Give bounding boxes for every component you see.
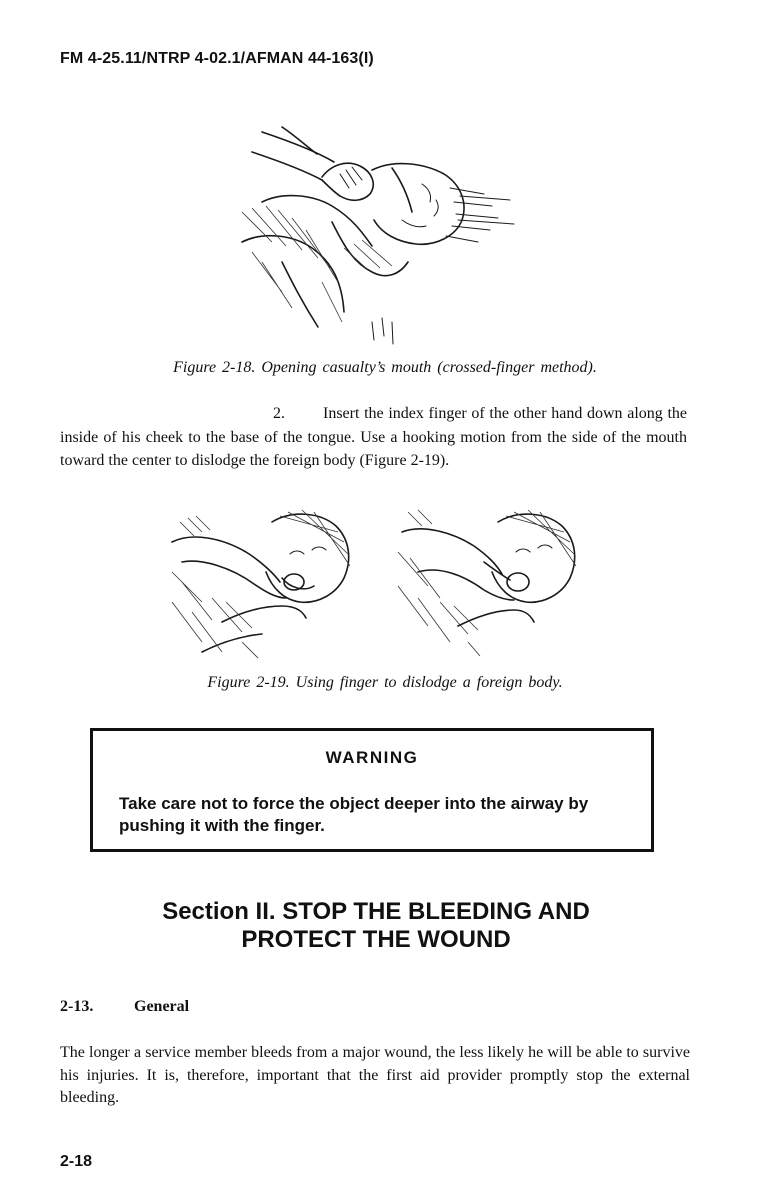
section-title-line-1: Section II. STOP THE BLEEDING AND	[162, 898, 590, 925]
step-2-paragraph	[60, 402, 687, 473]
running-header: FM 4-25.11/NTRP 4-02.1/AFMAN 44-163(I)	[60, 50, 374, 67]
paragraph-body: The longer a service member bleeds from a major wound, the less likely he will be able to survive his injuries. It is, therefore, important that the first aid provider promptly stop the external bleeding.	[60, 1044, 690, 1106]
paragraph-heading-text: General	[134, 998, 190, 1015]
paragraph-heading	[60, 998, 189, 1016]
warning-text: Take care not to force the object deeper into the airway by pushing it with the finger.	[119, 794, 589, 835]
paragraph-number: 2-13.	[60, 998, 94, 1015]
figure-2-19-caption: Figure 2-19. Using finger to dislodge a foreign body.	[207, 674, 563, 691]
figure-2-18-illustration	[222, 122, 522, 347]
section-title-line-2: PROTECT THE WOUND	[241, 926, 511, 953]
section-title	[60, 898, 692, 954]
step-number: 2.	[273, 405, 285, 422]
page-number: 2-18	[60, 1153, 93, 1170]
figure-2-18-caption: Figure 2-18. Opening casualty’s mouth (crossed-finger method).	[173, 359, 597, 376]
step-text: Insert the index finger of the other hand down along the inside of his cheek to the base of the tongue. Use a hooking motion from the side of the mouth toward the center to dislodge the foreign body (Figure 2-19).	[60, 405, 687, 469]
warning-title: WARNING	[325, 748, 419, 767]
figure-2-19-illustration-left	[162, 502, 362, 662]
warning-box	[90, 728, 654, 852]
figure-2-19-illustration-right	[388, 502, 588, 662]
